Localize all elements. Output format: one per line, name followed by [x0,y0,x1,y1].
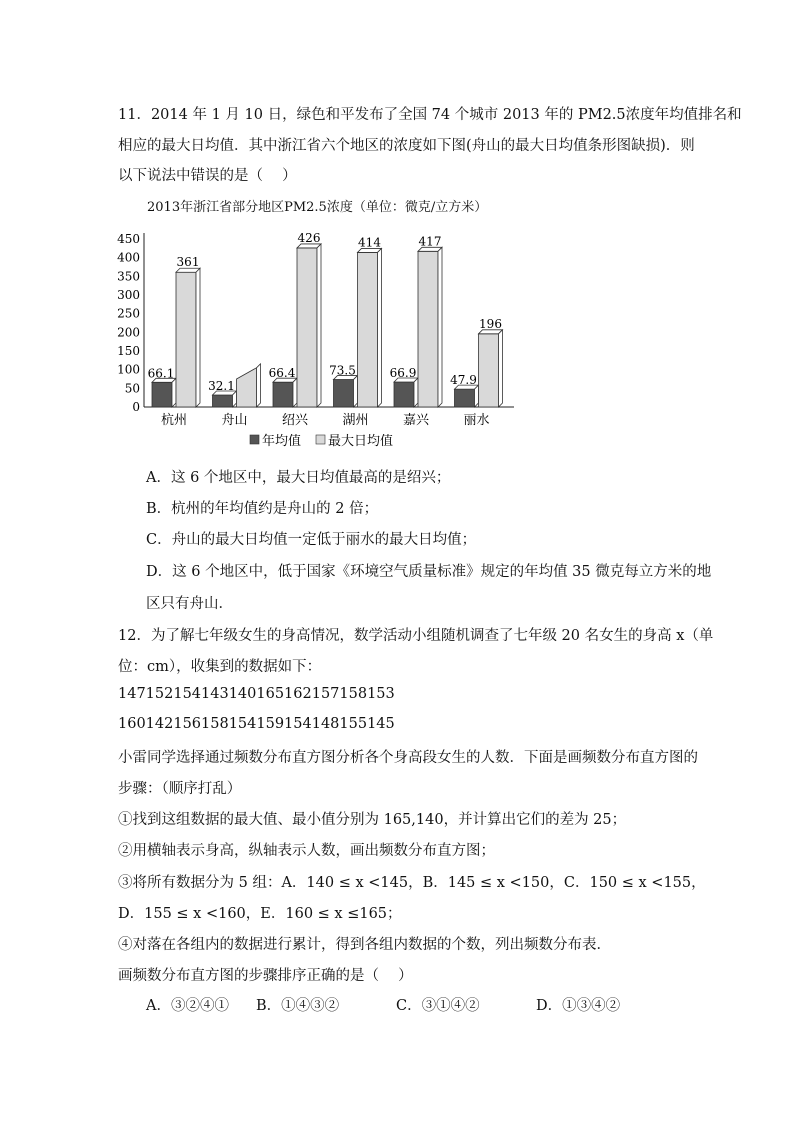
bar-max-broken-side [257,364,261,407]
y-tick-label: 200 [117,325,140,340]
q11-stem-line3: 以下说法中错误的是（ ） [118,168,297,184]
pm25-bar-chart [110,226,530,458]
bar-annual-6 [455,389,475,407]
x-tick-label: 杭州 [160,413,188,428]
q11-option-c: C．舟山的最大日均值一定低于丽水的最大日均值； [146,532,477,548]
bar-annual-6-side [475,385,479,407]
data-label-annual: 73.5 [329,363,356,378]
bar-max-1-side [196,268,200,407]
q12-stem-line3: 小雷同学选择通过频数分布直方图分析各个身高段女生的人数．下面是画频数分布直方图的 [118,750,698,766]
chart-title: 2013年浙江省部分地区PM2.5浓度（单位：微克/立方米） [147,200,488,215]
bar-max-4 [358,252,378,407]
q12-stem-line4: 步骤：（顺序打乱） [118,781,242,797]
data-label-max: 414 [358,235,381,250]
q11-option-d-line1: D．这 6 个地区中，低于国家《环境空气质量标准》规定的年均值 35 微克每立方米的地 [146,564,712,580]
q12-step-1: ①找到这组数据的最大值、最小值分别为 165,140，并计算出它们的差为 25； [118,812,627,828]
x-tick-label: 绍兴 [281,413,309,428]
legend-swatch-annual [250,435,259,444]
data-label-annual: 66.9 [389,366,417,381]
bar-annual-2 [213,395,233,407]
x-tick-label: 丽水 [463,413,490,428]
bar-annual-3 [273,382,293,407]
q12-options [146,994,706,1016]
bar-annual-3-side [293,378,297,407]
bar-max-3 [297,248,317,407]
y-tick-label: 100 [117,362,140,377]
y-tick-label: 400 [117,250,140,265]
q11-stem-line2: 相应的最大日均值．其中浙江省六个地区的浓度如下图(舟山的最大日均值条形图缺损)．则 [118,138,695,154]
q12-data-row2: 160142156158154159154148155145 [118,716,395,732]
bar-max-6 [479,334,499,407]
data-label-max: 361 [176,255,200,270]
y-tick-label: 250 [117,306,140,321]
data-label-max: 196 [479,316,502,331]
data-label-max: 426 [297,230,321,245]
legend-swatch-max [316,435,325,444]
y-tick-label: 350 [117,269,140,284]
bar-annual-1 [152,382,172,407]
q12-step-4: ④对落在各组内的数据进行累计，得到各组内数据的个数，列出频数分布表． [118,937,611,953]
bar-annual-4-side [354,376,358,407]
y-tick-label: 300 [117,288,140,302]
q12-step-3-line2: D．155 ≤ x <160，E．160 ≤ x ≤165； [118,906,402,922]
q12-question: 画频数分布直方图的步骤排序正确的是（ ） [118,968,413,984]
bar-max-5-side [438,247,442,407]
bar-max-broken [237,368,257,407]
y-tick-label: 50 [124,381,140,396]
q11-option-b: B．杭州的年均值约是舟山的 2 倍； [146,501,379,517]
data-label-max: 417 [418,234,442,249]
bar-max-5 [418,251,438,407]
bar-max-6-side [499,330,503,407]
bar-max-1 [176,272,196,407]
q12-option-d: D．①③④② [536,998,621,1014]
q12-option-b: B．①④③② [256,998,340,1014]
data-label-annual: 47.9 [450,373,477,388]
x-tick-label: 湖州 [342,413,369,428]
q12-step-2: ②用横轴表示身高，纵轴表示人数，画出频数分布直方图； [118,843,495,859]
q12-option-c: C．③①④② [396,998,480,1014]
y-tick-label: 150 [117,344,140,358]
y-tick-label: 450 [117,232,140,246]
data-label-annual: 66.4 [268,366,296,381]
q12-step-3-line1: ③将所有数据分为 5 组：A．140 ≤ x <145，B．145 ≤ x <150，C．150 ≤ x <155， [118,875,706,891]
bar-annual-1-side [172,378,176,407]
q12-stem-line1: 12．为了解七年级女生的身高情况，数学活动小组随机调查了七年级 20 名女生的身高 x（单 [118,628,714,644]
q12-stem-line2: 位：cm），收集到的数据如下： [118,659,322,675]
bar-annual-4 [334,380,354,407]
data-label-annual: 66.1 [147,366,175,381]
x-tick-label: 嘉兴 [402,413,430,428]
q12-option-a: A．③②④① [146,998,229,1014]
legend-label-max: 最大日均值 [328,434,394,449]
q11-option-d-line2: 区只有舟山． [146,596,233,612]
bar-annual-5-side [414,378,418,407]
legend-label-annual: 年均值 [262,434,302,449]
y-tick-label: 0 [132,400,140,414]
bar-annual-5 [394,382,414,407]
q11-option-a: A．这 6 个地区中，最大日均值最高的是绍兴； [146,470,451,486]
data-label-annual: 32.1 [208,379,235,394]
x-tick-label: 舟山 [221,413,248,428]
q12-data-row1: 147152154143140165162157158153 [118,686,395,702]
bar-max-4-side [378,248,382,407]
bar-max-3-side [317,244,321,407]
q11-stem-line1: 11．2014 年 1 月 10 日，绿色和平发布了全国 74 个城市 2013 年的 PM2.5浓度年均值排名和 [118,107,742,123]
